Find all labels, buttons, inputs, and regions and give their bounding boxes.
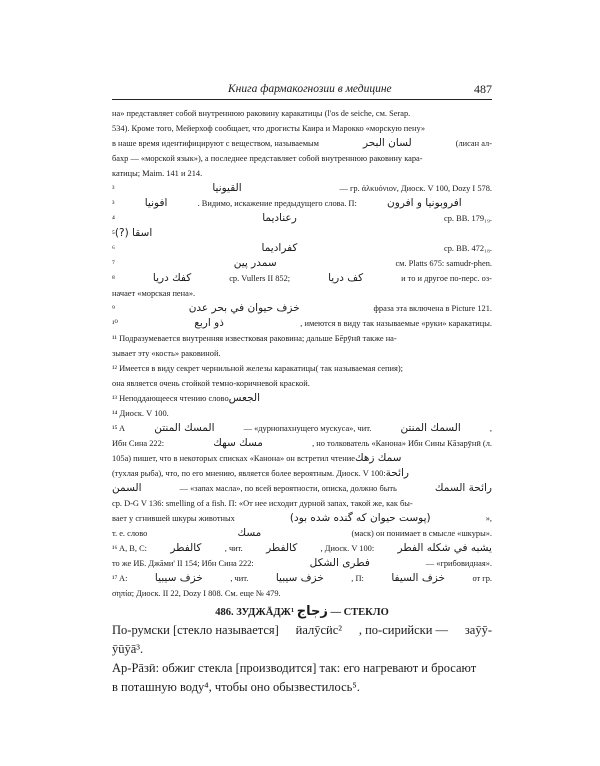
footnote-line	[112, 333, 492, 344]
text-segment: — «дурнопахнущего мускуса», чит.	[243, 424, 372, 433]
footnote-line	[112, 513, 492, 524]
footnote-line	[112, 573, 492, 584]
text-segment: ⁴	[112, 214, 115, 223]
arabic-text: خزف حيوان في بحر عدن	[188, 302, 300, 314]
text-segment: ¹⁰	[112, 319, 118, 328]
text-segment: , чит.	[230, 574, 249, 583]
footnote-line	[112, 198, 492, 209]
arabic-text: رائحة	[385, 467, 409, 479]
text-segment: ¹⁶ A, B, C:	[112, 544, 147, 553]
text-segment: ӥалӯсӥс²	[295, 623, 343, 637]
text-segment: ⁸	[112, 274, 115, 283]
text-segment: (лисан ал-	[455, 139, 492, 148]
entry-number: 486.	[215, 607, 234, 618]
entry-heading	[112, 604, 492, 619]
text-segment: 534). Кроме того, Мейерхоф сообщает, что дрогисты Каира и Марокко «морскую пену»	[112, 124, 426, 133]
header-rule	[112, 99, 492, 100]
footnote-line	[112, 213, 492, 224]
footnote-line	[112, 363, 492, 374]
text-segment: ¹⁵ A	[112, 424, 126, 433]
text-segment: заӯӯ-	[464, 623, 492, 637]
text-segment: см. Platts 675: samudr-phen.	[395, 259, 492, 268]
text-segment: , Диоск. V 100:	[320, 544, 375, 553]
arabic-text: مسك سهك	[213, 437, 263, 449]
footnote-line	[112, 588, 492, 599]
text-segment: ¹² Имеется в виду секрет чернильной железы каракатицы( так называемая сепия);	[112, 364, 403, 373]
text-segment: ,	[489, 424, 492, 433]
footnote-line	[112, 453, 492, 464]
body-line	[112, 679, 492, 695]
footnote-line	[112, 243, 492, 254]
footnote-line	[112, 288, 492, 299]
footnote-line	[112, 303, 492, 314]
arabic-text: خزف سيبيا	[275, 572, 324, 584]
entry-name: ЗУДЖĀДЖ¹	[236, 607, 295, 618]
text-segment: в поташную воду⁴, чтобы оно обызвестилось⁵.	[112, 680, 360, 694]
text-segment: т. е. слово	[112, 529, 148, 538]
arabic-text: السمك المنتن	[400, 422, 461, 434]
text-segment: ⁷	[112, 259, 115, 268]
arabic-text: كفراديما	[261, 242, 298, 254]
text-segment: ³	[112, 184, 115, 193]
footnote-line	[112, 138, 492, 149]
text-segment: в наше время идентифицируют с веществом, называемым	[112, 139, 319, 148]
text-segment: . Видимо, искажение предыдущего слова. П:	[197, 199, 357, 208]
footnote-line	[112, 123, 492, 134]
text-segment: на» представляет собой внутреннюю раковину каракатицы (l'os de seiche, см. Serap.	[112, 109, 411, 118]
text-segment: ⁶	[112, 244, 115, 253]
running-title: Книга фармакогнозии в медицине	[228, 83, 392, 95]
arabic-text: خزف سيبيا	[154, 572, 203, 584]
body-line	[112, 660, 492, 676]
arabic-text: لسان البحر	[362, 137, 412, 149]
text-segment: ⁹	[112, 304, 115, 313]
arabic-text: خزف السيفا	[391, 572, 445, 584]
text-segment: катицы; Maim. 141 и 214.	[112, 169, 203, 178]
footnote-line	[112, 483, 492, 494]
text-segment: Ибн Сина 222:	[112, 439, 165, 448]
arabic-text: سمدر پين	[233, 257, 277, 269]
arabic-text: كالفطر	[266, 542, 298, 554]
arabic-text: رائحة السمك	[434, 482, 492, 494]
arabic-text: القيونيا	[212, 182, 242, 194]
text-segment: ср. BB. 472₁₈.	[444, 244, 492, 253]
footnote-line	[112, 183, 492, 194]
text-segment: ¹³ Неподдающееся чтению слово	[112, 394, 229, 403]
footnote-line	[112, 393, 492, 404]
footnote-line	[112, 273, 492, 284]
text-segment: то же ИБ. Джāми' II 154; Ибн Сина 222:	[112, 559, 254, 568]
arabic-text: افروبونيا و افرون	[387, 197, 462, 209]
text-segment: зывает эту «кость» раковиной.	[112, 349, 221, 358]
footnote-line	[112, 438, 492, 449]
footnote-line	[112, 543, 492, 554]
text-segment: 105а) пишет, что в некоторых списках «Канона» он встретил чтение	[112, 454, 355, 463]
footnote-line	[112, 498, 492, 509]
text-segment: фраза эта включена в Picture 121.	[373, 304, 492, 313]
footnote-line	[112, 378, 492, 389]
footnote-line	[112, 108, 492, 119]
text-segment: ¹¹ Подразумевается внутренняя известковая раковина; дальше Бēрӯнӣ также на-	[112, 334, 397, 343]
text-segment: ср. Vullers II 852;	[229, 274, 291, 283]
page-number: 487	[474, 82, 492, 96]
footnote-line	[112, 168, 492, 179]
text-segment: ср. D-G V 136: smelling of a fish. П: «От нее исходит дурной запах, такой же, как бы-	[112, 499, 413, 508]
text-segment: она является очень стойкой темно-коричневой краской.	[112, 379, 310, 388]
arabic-text: السمن	[112, 482, 142, 494]
text-segment: от гр.	[472, 574, 492, 583]
text-segment: , но толкователь «Канона» Ибн Сины Кāзарӯнӣ (л.	[312, 439, 492, 448]
footnote-line	[112, 348, 492, 359]
text-segment: ⁵	[112, 229, 115, 238]
text-segment: , по-сирийски —	[358, 623, 449, 637]
arabic-text: مسك	[237, 527, 262, 539]
entry-meaning: — СТЕКЛО	[330, 607, 389, 618]
text-segment: , имеются в виду так называемые «руки» каракатицы.	[300, 319, 492, 328]
text-segment: — гр. ἀλκυόνιον, Диоск. V 100, Dozy I 578.	[339, 184, 492, 193]
text-segment: бахр — «морской язык»), а последнее представляет собой внутреннюю раковину кара-	[112, 154, 423, 163]
body-line	[112, 622, 492, 638]
text-segment: вает у сгнившей шкуры животных	[112, 514, 235, 523]
text-segment: ср. BB. 179₁₉.	[444, 214, 492, 223]
footnote-line	[112, 558, 492, 569]
arabic-text: كف دريا	[328, 272, 364, 284]
text-segment: (маск) он понимает в смысле «шкуры».	[351, 529, 492, 538]
arabic-text: افونيا	[144, 197, 168, 209]
arabic-text: رعناديما	[262, 212, 297, 224]
arabic-text: (پوست حيوان كه گنده شده بود)	[289, 512, 431, 524]
text-segment: — «запах масла», по всей вероятности, описка, должно быть	[179, 484, 397, 493]
footnote-line	[112, 423, 492, 434]
arabic-text: يشبه في شكله الفطر	[397, 542, 492, 554]
body-line	[112, 641, 492, 657]
arabic-text: سمك زهك	[354, 452, 402, 464]
text-segment: , П:	[351, 574, 364, 583]
entry-arabic: زجاج	[296, 604, 328, 619]
text-segment: Ар-Рāзӣ: обжиг стекла [производится] так: его нагревают и бросают	[112, 661, 477, 675]
footnote-line	[112, 528, 492, 539]
text-segment: σηπία; Диоск. II 22, Dozy I 808. См. еще № 479.	[112, 589, 281, 598]
text-segment: По-румски [стекло называется]	[112, 623, 279, 637]
text-segment: начает «морская пена».	[112, 289, 196, 298]
arabic-text: كفك دريا	[152, 272, 192, 284]
text-segment: .	[140, 642, 144, 656]
text-segment: , чит.	[224, 544, 243, 553]
arabic-text: ذو اربع	[194, 317, 224, 329]
arabic-text: كالفطر	[170, 542, 202, 554]
footnote-line	[112, 408, 492, 419]
text-segment: ¹⁷ A:	[112, 574, 128, 583]
footnote-line	[112, 468, 492, 479]
text-segment: ¹⁴ Диоск. V 100.	[112, 409, 169, 418]
text-segment: ³	[112, 199, 115, 208]
arabic-text: اسقا (?)	[114, 227, 153, 239]
footnote-line	[112, 318, 492, 329]
text-segment: »,	[485, 514, 492, 523]
arabic-text: المسك المنتن	[154, 422, 215, 434]
footnote-line	[112, 258, 492, 269]
arabic-text: الجعس	[228, 392, 260, 404]
footnote-line	[112, 228, 492, 239]
text-segment: (тухлая рыба), что, по его мнению, является более вероятным. Диоск. V 100:	[112, 469, 386, 478]
footnote-line	[112, 153, 492, 164]
text-segment: ӯūӯā³	[112, 642, 141, 656]
arabic-text: فطرى الشكل	[309, 557, 370, 569]
text-segment: и то и другое по-перс. оз-	[401, 274, 492, 283]
text-segment: — «грибовидная».	[425, 559, 492, 568]
running-header	[112, 82, 492, 100]
